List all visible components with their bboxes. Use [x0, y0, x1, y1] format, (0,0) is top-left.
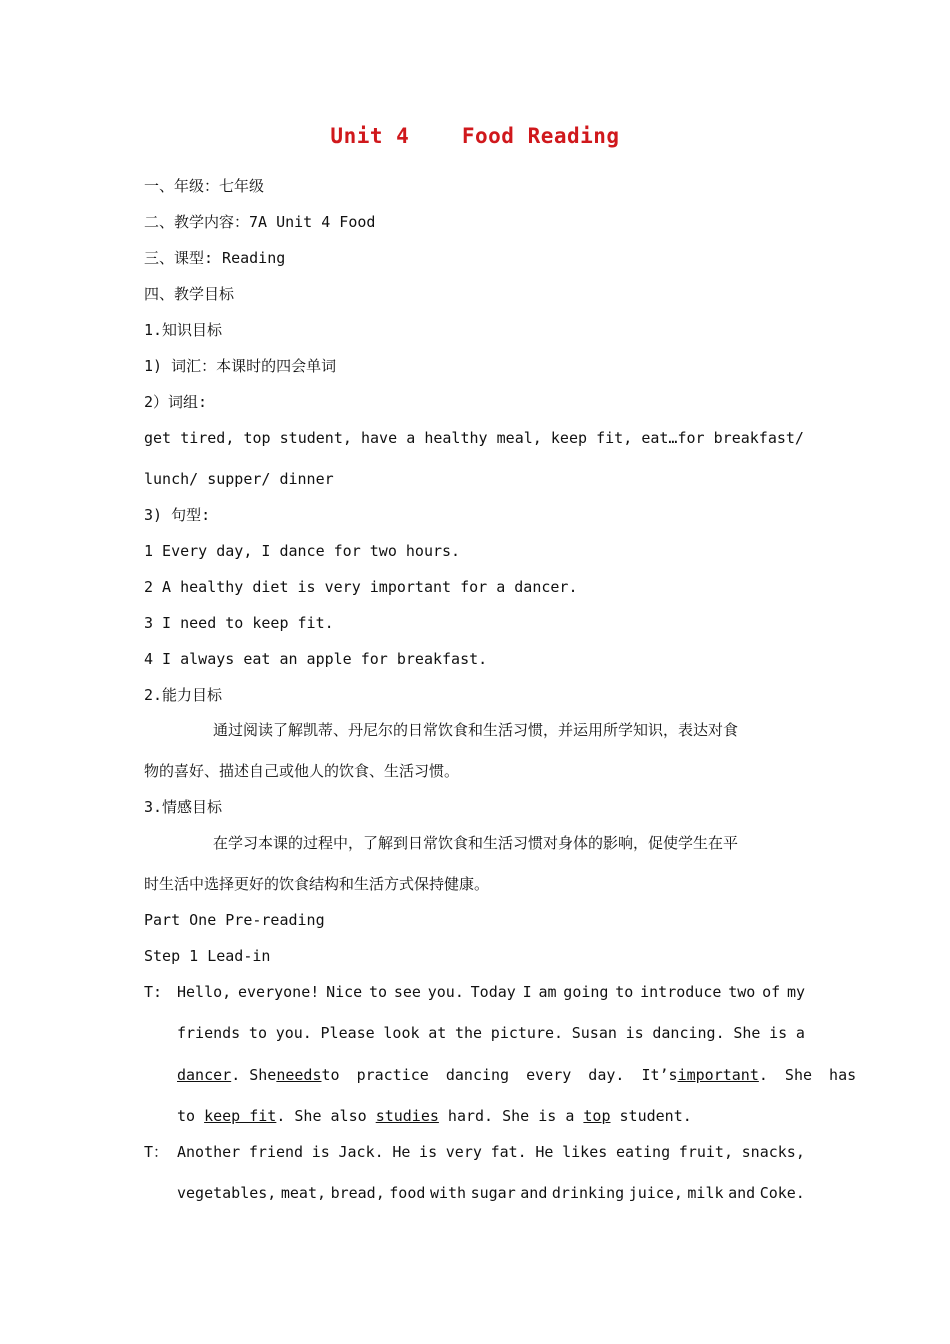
sentence-1: 1 Every day, I dance for two hours.: [144, 542, 461, 560]
dialog1-speaker: T:: [144, 983, 163, 1001]
dialog2-line-1: Another friend is Jack. He is very fat. He likes eating fruit, snacks,: [177, 1143, 805, 1161]
dialog1-line-4: to keep fit. She also studies hard. She is a top student.: [177, 1107, 692, 1125]
vocab-line: 1) 词汇：本课时的四会单词: [144, 357, 337, 375]
emotion-heading: 3.情感目标: [144, 798, 223, 816]
sentence-2: 2 A healthy diet is very important for a dancer.: [144, 578, 578, 596]
emotion-line-2: 时生活中选择更好的饮食结构和生活方式保持健康。: [144, 875, 490, 893]
ability-line-2: 物的喜好、描述自己或他人的饮食、生活习惯。: [144, 762, 460, 780]
phrases-line-2: lunch/ supper/ dinner: [144, 470, 334, 488]
dialog1-line-3: dancer. She needs to practice dancing every day. It’s important. She has: [177, 1066, 857, 1084]
ability-line-1: 通过阅读了解凯蒂、丹尼尔的日常饮食和生活习惯，并运用所学知识，表达对食: [213, 721, 739, 739]
ability-heading: 2.能力目标: [144, 686, 223, 704]
underlined-dancer: dancer: [177, 1066, 232, 1084]
sentences-heading: 3) 句型:: [144, 506, 211, 524]
phrases-heading: 2）词组:: [144, 393, 208, 411]
emotion-line-1: 在学习本课的过程中，了解到日常饮食和生活习惯对身体的影响，促使学生在平: [213, 834, 739, 852]
page-title: Unit 4 Food Reading: [330, 124, 620, 148]
lesson-type-line: 三、课型: Reading: [144, 249, 286, 267]
dialog2-speaker: T：: [144, 1143, 169, 1161]
dialog1-line-1: Hello, everyone! Nice to see you. Today I am going to introduce two of my: [177, 983, 805, 1001]
underlined-important: important: [677, 1066, 759, 1084]
phrases-line-1: get tired, top student, have a healthy meal, keep fit, eat…for breakfast/: [144, 429, 804, 447]
content-line: 二、教学内容：7A Unit 4 Food: [144, 213, 376, 231]
underlined-top: top: [583, 1107, 611, 1125]
part-heading: Part One Pre-reading: [144, 911, 325, 929]
goals-heading: 四、教学目标: [144, 285, 235, 303]
underlined-keep-fit: keep fit: [204, 1107, 277, 1125]
underlined-needs: needs: [276, 1066, 322, 1084]
sentence-4: 4 I always eat an apple for breakfast.: [144, 650, 488, 668]
dialog2-line-2: vegetables, meat, bread, food with sugar and drinking juice, milk and Coke.: [177, 1184, 805, 1202]
step-heading: Step 1 Lead-in: [144, 947, 271, 965]
grade-line: 一、年级：七年级: [144, 177, 265, 195]
sentence-3: 3 I need to keep fit.: [144, 614, 334, 632]
knowledge-heading: 1.知识目标: [144, 321, 223, 339]
underlined-studies: studies: [375, 1107, 439, 1125]
dialog1-line-2: friends to you. Please look at the picture. Susan is dancing. She is a: [177, 1024, 805, 1042]
